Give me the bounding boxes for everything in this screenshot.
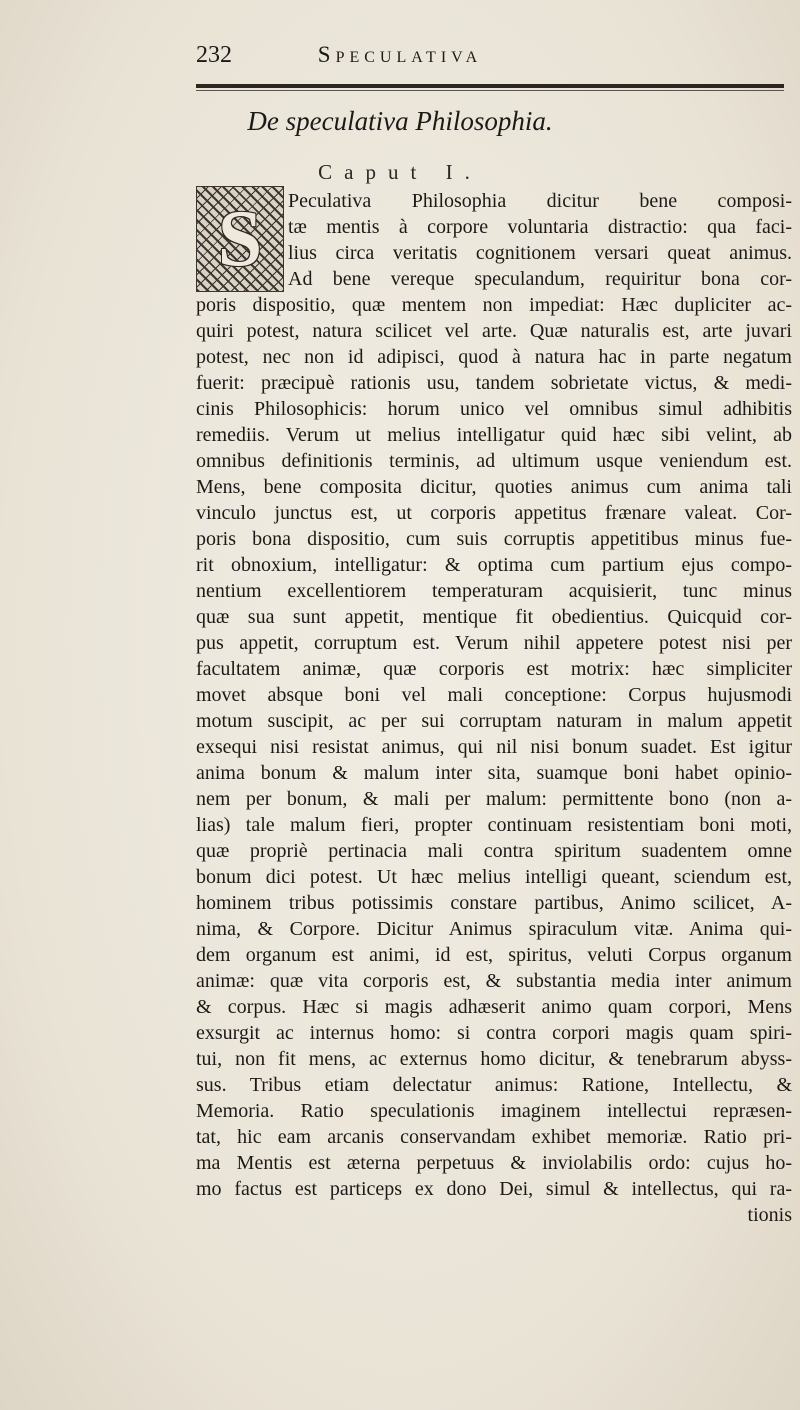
text-line: nima, & Corpore. Dicitur Animus spiraculum vitæ. Anima qui- — [196, 918, 792, 940]
text-line: dem organum est animi, id est, spiritus, veluti Corpus organum — [196, 944, 792, 966]
body-text — [196, 188, 792, 1228]
text-line: vinculo junctus est, ut corporis appetitus frænare valeat. Cor- — [196, 502, 792, 524]
text-line: & corpus. Hæc si magis adhæserit animo quam corpori, Mens — [196, 996, 792, 1018]
text-line: animæ: quæ vita corporis est, & substantia media inter animum — [196, 970, 792, 992]
page-number: 232 — [196, 42, 232, 68]
text-line: movet absque boni vel mali conceptione: Corpus hujusmodi — [196, 684, 792, 706]
text-line: cinis Philosophicis: horum unico vel omnibus simul adhibitis — [196, 398, 792, 420]
text-line: fuerit: præcipuè rationis usu, tandem sobrietate victus, & medi- — [196, 372, 792, 394]
text-line: lius circa veritatis cognitionem versari queat animus. — [288, 242, 792, 264]
text-line: quæ sua sunt appetit, mentique fit obedientius. Quicquid cor- — [196, 606, 792, 628]
text-line: omnibus definitionis terminis, ad ultimum usque veniendum est. — [196, 450, 792, 472]
chapter-heading: Caput I. — [318, 160, 482, 184]
text-line: exsequi nisi resistat animus, qui nil nisi bonum suadet. Est igitur — [196, 736, 792, 758]
drop-cap-letter: S — [217, 194, 263, 283]
text-line: hominem tribus potissimis constare partibus, Animo scilicet, A- — [196, 892, 792, 914]
header-rule-thin — [196, 90, 784, 91]
text-line: poris dispositio, quæ mentem non impediat: Hæc dupliciter ac- — [196, 294, 792, 316]
text-line: quæ propriè pertinacia mali contra spiritum suadentem omne — [196, 840, 792, 862]
text-line: tionis — [747, 1204, 792, 1226]
text-line: quiri potest, natura scilicet vel arte. Quæ naturalis est, arte juvari — [196, 320, 792, 342]
text-line: mo factus est particeps ex dono Dei, simul & intellectus, qui ra- — [196, 1178, 792, 1200]
header-rule — [196, 84, 784, 88]
text-line: Mens, bene composita dicitur, quoties animus cum anima tali — [196, 476, 792, 498]
text-line: remediis. Verum ut melius intelligatur quid hæc sibi velint, ab — [196, 424, 792, 446]
running-head — [0, 42, 800, 72]
text-line: tui, non fit mens, ac externus homo dicitur, & tenebrarum abyss- — [196, 1048, 792, 1070]
text-line: Peculativa Philosophia dicitur bene composi- — [288, 190, 792, 212]
text-line: motum suscipit, ac per sui corruptam naturam in malum appetit — [196, 710, 792, 732]
text-line: potest, nec non id adipisci, quod à natura hac in parte negatum — [196, 346, 792, 368]
text-line: bonum dici potest. Ut hæc melius intelligi queant, sciendum est, — [196, 866, 792, 888]
text-line: nem per bonum, & mali per malum: permittente bono (non a- — [196, 788, 792, 810]
text-line: Ad bene vereque speculandum, requiritur bona cor- — [288, 268, 792, 290]
text-line: lias) tale malum fieri, propter continuam resistentiam boni moti, — [196, 814, 792, 836]
section-title: De speculativa Philosophia. — [247, 106, 553, 136]
text-line: facultatem animæ, quæ corporis est motrix: hæc simpliciter — [196, 658, 792, 680]
text-line: tat, hic eam arcanis conservandam exhibet memoriæ. Ratio pri- — [196, 1126, 792, 1148]
running-title: Speculativa — [317, 42, 483, 67]
text-line: rit obnoxium, intelligatur: & optima cum partium ejus compo- — [196, 554, 792, 576]
text-line: anima bonum & malum inter sita, suamque boni habet opinio- — [196, 762, 792, 784]
text-line: pus appetit, corruptum est. Verum nihil appetere potest nisi per — [196, 632, 792, 654]
text-line: nentium excellentiorem temperaturam acquisierit, tunc minus — [196, 580, 792, 602]
text-line: exsurgit ac internus homo: si contra corpori magis quam spiri- — [196, 1022, 792, 1044]
text-line: Memoria. Ratio speculationis imaginem intellectui repræsen- — [196, 1100, 792, 1122]
text-line: ma Mentis est æterna perpetuus & inviolabilis ordo: cujus ho- — [196, 1152, 792, 1174]
text-line: sus. Tribus etiam delectatur animus: Ratione, Intellectu, & — [196, 1074, 792, 1096]
text-line: poris bona dispositio, cum suis corruptis appetitibus minus fue- — [196, 528, 792, 550]
text-line: tæ mentis à corpore voluntaria distractio: qua faci- — [288, 216, 792, 238]
